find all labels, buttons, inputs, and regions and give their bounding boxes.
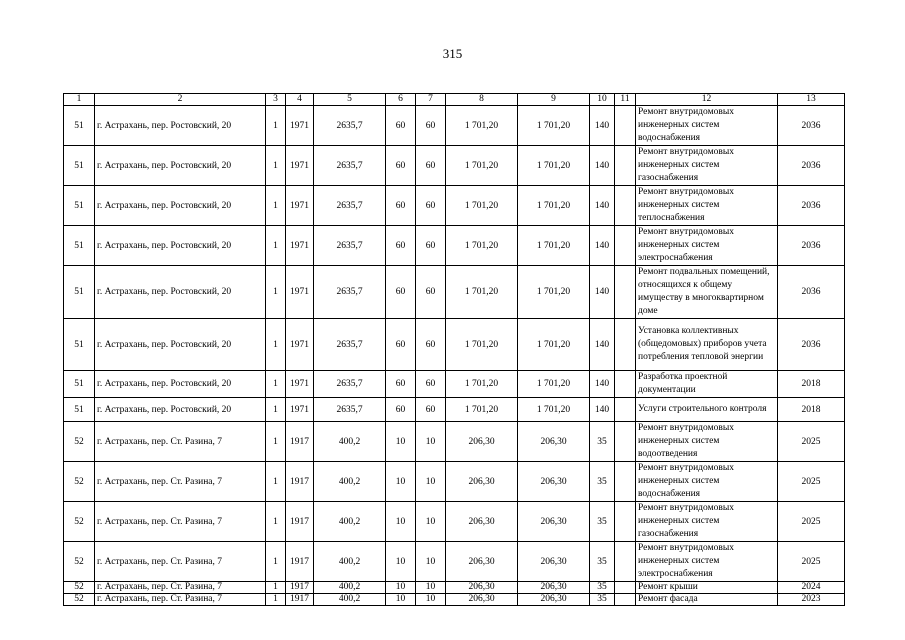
page-number: 315 (442, 46, 463, 61)
cell-year-planned: 2036 (778, 186, 845, 226)
cell-col10: 140 (590, 371, 615, 398)
cell-year-built: 1917 (286, 462, 314, 502)
table-row (64, 226, 845, 266)
cell-col8: 206,30 (446, 502, 518, 542)
table-row (64, 398, 845, 422)
cell-col6: 60 (386, 319, 416, 371)
cell-col10: 140 (590, 319, 615, 371)
cell-year-built: 1971 (286, 319, 314, 371)
cell-col11 (615, 582, 636, 594)
cell-col7: 10 (416, 422, 446, 462)
cell-address: г. Астрахань, пер. Ст. Разина, 7 (95, 422, 266, 462)
header-cell: 7 (416, 94, 446, 106)
cell-year-planned: 2025 (778, 462, 845, 502)
cell-col8: 1 701,20 (446, 146, 518, 186)
cell-number: 51 (64, 106, 95, 146)
header-cell: 8 (446, 94, 518, 106)
cell-col7: 60 (416, 226, 446, 266)
cell-col6: 60 (386, 186, 416, 226)
cell-col3: 1 (266, 542, 286, 582)
cell-col6: 10 (386, 542, 416, 582)
cell-col11 (615, 319, 636, 371)
cell-col9: 1 701,20 (518, 319, 590, 371)
cell-year-built: 1971 (286, 398, 314, 422)
cell-col6: 10 (386, 582, 416, 594)
cell-col8: 1 701,20 (446, 266, 518, 319)
header-cell: 6 (386, 94, 416, 106)
cell-col9: 1 701,20 (518, 371, 590, 398)
cell-address: г. Астрахань, пер. Ростовский, 20 (95, 266, 266, 319)
table-row (64, 582, 845, 594)
cell-col9: 1 701,20 (518, 226, 590, 266)
cell-year-planned: 2023 (778, 594, 845, 606)
cell-work-type: Ремонт внутридомовых инженерных систем газоснабжения (636, 502, 778, 542)
cell-col11 (615, 146, 636, 186)
cell-col10: 140 (590, 226, 615, 266)
cell-area: 400,2 (314, 594, 386, 606)
cell-year-planned: 2036 (778, 266, 845, 319)
cell-col11 (615, 594, 636, 606)
cell-number: 52 (64, 582, 95, 594)
table-row (64, 502, 845, 542)
cell-work-type: Ремонт внутридомовых инженерных систем газоснабжения (636, 146, 778, 186)
cell-col3: 1 (266, 319, 286, 371)
cell-number: 52 (64, 594, 95, 606)
cell-col9: 206,30 (518, 582, 590, 594)
cell-col8: 1 701,20 (446, 186, 518, 226)
cell-col9: 1 701,20 (518, 146, 590, 186)
cell-year-built: 1971 (286, 186, 314, 226)
table-row (64, 462, 845, 502)
cell-col6: 10 (386, 422, 416, 462)
cell-col6: 10 (386, 462, 416, 502)
cell-col8: 206,30 (446, 594, 518, 606)
cell-year-built: 1971 (286, 266, 314, 319)
cell-col9: 206,30 (518, 502, 590, 542)
cell-number: 52 (64, 502, 95, 542)
cell-area: 2635,7 (314, 226, 386, 266)
header-cell: 4 (286, 94, 314, 106)
cell-year-built: 1971 (286, 106, 314, 146)
cell-col6: 60 (386, 146, 416, 186)
cell-number: 51 (64, 266, 95, 319)
cell-year-built: 1917 (286, 582, 314, 594)
cell-col6: 60 (386, 398, 416, 422)
cell-area: 400,2 (314, 582, 386, 594)
header-cell: 11 (615, 94, 636, 106)
cell-col10: 140 (590, 186, 615, 226)
table-row (64, 266, 845, 319)
header-cell: 1 (64, 94, 95, 106)
cell-area: 2635,7 (314, 106, 386, 146)
cell-col8: 1 701,20 (446, 319, 518, 371)
cell-col3: 1 (266, 582, 286, 594)
cell-year-built: 1917 (286, 542, 314, 582)
cell-work-type: Ремонт подвальных помещений, относящихся к общему имуществу в многоквартирном доме (636, 266, 778, 319)
cell-address: г. Астрахань, пер. Ст. Разина, 7 (95, 542, 266, 582)
cell-address: г. Астрахань, пер. Ростовский, 20 (95, 371, 266, 398)
cell-number: 51 (64, 398, 95, 422)
header-cell: 9 (518, 94, 590, 106)
cell-col10: 140 (590, 266, 615, 319)
cell-number: 51 (64, 186, 95, 226)
cell-col9: 206,30 (518, 422, 590, 462)
cell-year-built: 1917 (286, 594, 314, 606)
cell-col7: 10 (416, 594, 446, 606)
cell-work-type: Ремонт внутридомовых инженерных систем электроснабжения (636, 226, 778, 266)
cell-year-planned: 2025 (778, 502, 845, 542)
cell-year-planned: 2036 (778, 146, 845, 186)
cell-col7: 60 (416, 319, 446, 371)
cell-col7: 60 (416, 266, 446, 319)
cell-col3: 1 (266, 226, 286, 266)
cell-col10: 35 (590, 462, 615, 502)
cell-area: 400,2 (314, 422, 386, 462)
cell-col6: 60 (386, 266, 416, 319)
cell-address: г. Астрахань, пер. Ст. Разина, 7 (95, 462, 266, 502)
cell-area: 400,2 (314, 542, 386, 582)
header-cell: 12 (636, 94, 778, 106)
cell-year-planned: 2025 (778, 422, 845, 462)
header-cell: 10 (590, 94, 615, 106)
cell-area: 400,2 (314, 502, 386, 542)
cell-year-built: 1917 (286, 422, 314, 462)
cell-col7: 60 (416, 106, 446, 146)
cell-number: 51 (64, 226, 95, 266)
cell-col11 (615, 371, 636, 398)
cell-col10: 35 (590, 582, 615, 594)
cell-col8: 1 701,20 (446, 371, 518, 398)
cell-col7: 60 (416, 371, 446, 398)
cell-col11 (615, 462, 636, 502)
cell-address: г. Астрахань, пер. Ростовский, 20 (95, 146, 266, 186)
cell-number: 52 (64, 462, 95, 502)
header-cell: 3 (266, 94, 286, 106)
table-header-row (64, 94, 845, 106)
cell-col3: 1 (266, 146, 286, 186)
cell-col8: 1 701,20 (446, 106, 518, 146)
cell-year-planned: 2036 (778, 319, 845, 371)
cell-area: 2635,7 (314, 319, 386, 371)
cell-work-type: Установка коллективных (общедомовых) приборов учета потребления тепловой энергии (636, 319, 778, 371)
table-row (64, 542, 845, 582)
cell-year-planned: 2024 (778, 582, 845, 594)
cell-area: 2635,7 (314, 186, 386, 226)
cell-col7: 10 (416, 582, 446, 594)
cell-col8: 1 701,20 (446, 398, 518, 422)
cell-number: 51 (64, 371, 95, 398)
cell-col3: 1 (266, 422, 286, 462)
cell-address: г. Астрахань, пер. Ростовский, 20 (95, 186, 266, 226)
cell-year-built: 1971 (286, 226, 314, 266)
header-cell: 2 (95, 94, 266, 106)
cell-col11 (615, 266, 636, 319)
cell-col11 (615, 542, 636, 582)
cell-year-built: 1971 (286, 146, 314, 186)
cell-year-planned: 2025 (778, 542, 845, 582)
cell-col7: 10 (416, 502, 446, 542)
cell-number: 52 (64, 422, 95, 462)
cell-col7: 60 (416, 146, 446, 186)
cell-area: 2635,7 (314, 146, 386, 186)
cell-col3: 1 (266, 186, 286, 226)
cell-work-type: Ремонт фасада (636, 594, 778, 606)
cell-work-type: Ремонт внутридомовых инженерных систем водоснабжения (636, 462, 778, 502)
cell-number: 52 (64, 542, 95, 582)
cell-work-type: Ремонт внутридомовых инженерных систем водоотведения (636, 422, 778, 462)
cell-address: г. Астрахань, пер. Ст. Разина, 7 (95, 502, 266, 542)
table-row (64, 319, 845, 371)
cell-col11 (615, 502, 636, 542)
cell-col3: 1 (266, 106, 286, 146)
cell-col10: 140 (590, 106, 615, 146)
header-cell: 13 (778, 94, 845, 106)
cell-col10: 140 (590, 146, 615, 186)
cell-col11 (615, 398, 636, 422)
cell-col3: 1 (266, 502, 286, 542)
cell-col10: 35 (590, 594, 615, 606)
cell-col9: 1 701,20 (518, 266, 590, 319)
cell-col3: 1 (266, 371, 286, 398)
cell-col11 (615, 106, 636, 146)
cell-col11 (615, 422, 636, 462)
cell-area: 400,2 (314, 462, 386, 502)
cell-area: 2635,7 (314, 371, 386, 398)
cell-col11 (615, 186, 636, 226)
cell-address: г. Астрахань, пер. Ростовский, 20 (95, 398, 266, 422)
cell-work-type: Услуги строительного контроля (636, 398, 778, 422)
cell-col9: 206,30 (518, 462, 590, 502)
cell-col8: 206,30 (446, 422, 518, 462)
cell-work-type: Разработка проектной документации (636, 371, 778, 398)
cell-col6: 60 (386, 106, 416, 146)
cell-col9: 1 701,20 (518, 398, 590, 422)
cell-address: г. Астрахань, пер. Ростовский, 20 (95, 226, 266, 266)
cell-col3: 1 (266, 462, 286, 502)
cell-col9: 1 701,20 (518, 186, 590, 226)
cell-col7: 10 (416, 462, 446, 502)
cell-area: 2635,7 (314, 266, 386, 319)
cell-col8: 1 701,20 (446, 226, 518, 266)
cell-col3: 1 (266, 398, 286, 422)
cell-area: 2635,7 (314, 398, 386, 422)
cell-work-type: Ремонт внутридомовых инженерных систем теплоснабжения (636, 186, 778, 226)
cell-col8: 206,30 (446, 542, 518, 582)
cell-col3: 1 (266, 594, 286, 606)
cell-number: 51 (64, 319, 95, 371)
table-row (64, 146, 845, 186)
cell-col10: 35 (590, 502, 615, 542)
cell-col11 (615, 226, 636, 266)
cell-work-type: Ремонт внутридомовых инженерных систем электроснабжения (636, 542, 778, 582)
table-row (64, 106, 845, 146)
cell-col10: 140 (590, 398, 615, 422)
cell-col10: 35 (590, 422, 615, 462)
table-row (64, 186, 845, 226)
cell-address: г. Астрахань, пер. Ростовский, 20 (95, 319, 266, 371)
cell-col7: 60 (416, 398, 446, 422)
cell-col8: 206,30 (446, 462, 518, 502)
table-row (64, 594, 845, 606)
cell-year-planned: 2018 (778, 371, 845, 398)
cell-col9: 206,30 (518, 542, 590, 582)
cell-work-type: Ремонт внутридомовых инженерных систем водоснабжения (636, 106, 778, 146)
header-cell: 5 (314, 94, 386, 106)
cell-number: 51 (64, 146, 95, 186)
cell-address: г. Астрахань, пер. Ростовский, 20 (95, 106, 266, 146)
cell-address: г. Астрахань, пер. Ст. Разина, 7 (95, 582, 266, 594)
cell-col6: 60 (386, 226, 416, 266)
cell-col6: 10 (386, 594, 416, 606)
table-row (64, 422, 845, 462)
cell-year-built: 1917 (286, 502, 314, 542)
cell-col8: 206,30 (446, 582, 518, 594)
cell-col6: 10 (386, 502, 416, 542)
cell-col9: 206,30 (518, 594, 590, 606)
table-row (64, 371, 845, 398)
cell-work-type: Ремонт крыши (636, 582, 778, 594)
cell-year-planned: 2018 (778, 398, 845, 422)
cell-col3: 1 (266, 266, 286, 319)
cell-year-planned: 2036 (778, 106, 845, 146)
repair-schedule-table (63, 93, 845, 606)
cell-year-built: 1971 (286, 371, 314, 398)
cell-col7: 60 (416, 186, 446, 226)
cell-col9: 1 701,20 (518, 106, 590, 146)
cell-year-planned: 2036 (778, 226, 845, 266)
cell-col10: 35 (590, 542, 615, 582)
cell-col6: 60 (386, 371, 416, 398)
cell-address: г. Астрахань, пер. Ст. Разина, 7 (95, 594, 266, 606)
cell-col7: 10 (416, 542, 446, 582)
